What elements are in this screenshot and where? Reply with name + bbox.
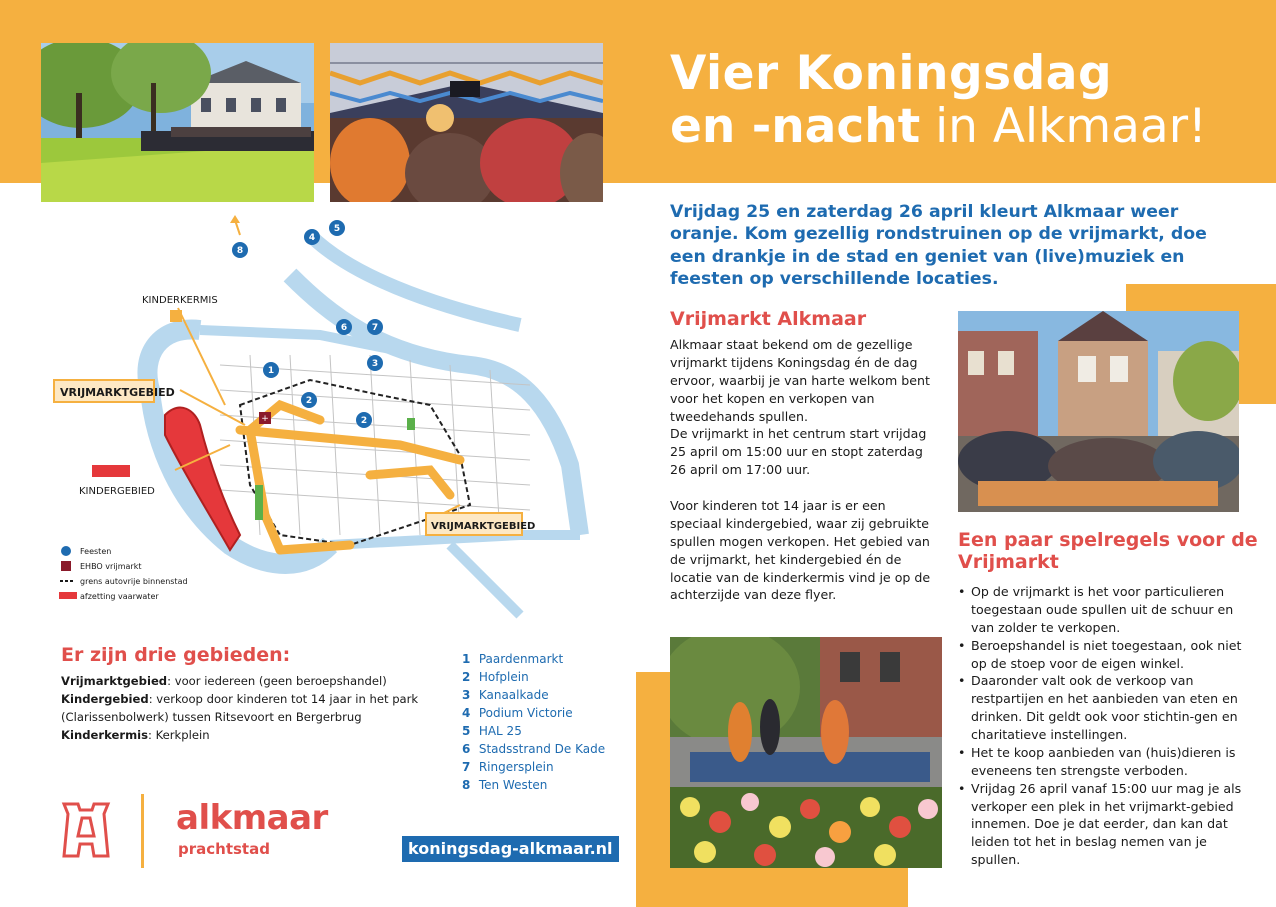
- area-item: [61, 673, 431, 691]
- photo-street-market: [958, 311, 1239, 512]
- location-item: [462, 740, 605, 758]
- areas-list: [61, 673, 431, 745]
- title-line-2-rest: in Alkmaar!: [920, 98, 1207, 154]
- location-number: 2: [462, 670, 471, 684]
- location-number: 1: [462, 652, 471, 666]
- logo-wordmark: alkmaar: [176, 798, 328, 838]
- alkmaar-logo-icon: [60, 800, 112, 860]
- area-text: : Kerkplein: [148, 727, 210, 742]
- map-label-kinderkermis: KINDERKERMIS: [142, 295, 218, 306]
- location-item: [462, 668, 605, 686]
- title-line-2-bold: en -nacht: [670, 98, 921, 154]
- location-name: Paardenmarkt: [478, 652, 564, 666]
- map-marker: 8: [236, 246, 244, 256]
- vrijmarkt-paragraph-3: Voor kinderen tot 14 jaar is er een speciaal kindergebied, waar zij gebruikte spullen mogen verkopen. Het gebied van de vrijmarkt, het kindergebied én de locatie van de kinderkermis vind je op de achterzijde van deze flyer.: [670, 498, 931, 603]
- rule-item: • Op de vrijmarkt is het voor particulieren toegestaan oude spullen uit de schuur en van zolder te verkopen.: [958, 583, 1248, 637]
- location-item: [462, 704, 605, 722]
- area-item: [61, 727, 431, 745]
- logo-tagline: prachtstad: [178, 840, 270, 858]
- location-number: 5: [462, 724, 471, 738]
- map-label-vrijmarkt-left: VRIJMARKTGEBIED: [60, 386, 175, 399]
- page-title: [670, 48, 1270, 153]
- map-marker: 5: [333, 224, 341, 234]
- map-label-vrijmarkt-right: VRIJMARKTGEBIED: [431, 521, 536, 532]
- rules-heading: Een paar spelregels voor de Vrijmarkt: [958, 529, 1258, 573]
- area-name: Vrijmarktgebied: [61, 674, 168, 688]
- location-number: 6: [462, 742, 471, 756]
- rule-item: • Beroepshandel is niet toegestaan, ook niet op de stoep voor de eigen winkel.: [958, 637, 1248, 673]
- map-marker: 3: [371, 359, 379, 369]
- area-text: : verkoop door kinderen tot 14 jaar in het park (Clarissenbolwerk) tussen Ritsevoort en Bergerbrug: [61, 691, 419, 724]
- area-name: Kindergebied: [61, 691, 149, 706]
- rule-item: • Het te koop aanbieden van (huis)dieren is eveneens ten strengste verboden.: [958, 744, 1248, 780]
- title-line-2: [670, 98, 1270, 154]
- location-name: Ringersplein: [478, 760, 554, 774]
- svg-text:+: +: [261, 414, 269, 424]
- location-name: Kanaalkade: [478, 688, 549, 702]
- website-link[interactable]: koningsdag-alkmaar.nl: [402, 836, 619, 862]
- location-item: [462, 776, 605, 794]
- map-marker: 1: [267, 366, 275, 376]
- location-number: 4: [462, 706, 471, 720]
- map-marker: 2: [305, 396, 313, 406]
- area-name: Kinderkermis: [61, 727, 149, 742]
- rules-list: [958, 583, 1248, 869]
- legend-feesten: Feesten: [80, 547, 112, 556]
- area-item: [61, 691, 431, 727]
- location-number: 3: [462, 688, 471, 702]
- photo-park-crowd: [41, 43, 314, 202]
- locations-list: [462, 650, 605, 794]
- map-marker: 7: [371, 323, 379, 333]
- city-map: [50, 215, 615, 640]
- map-marker: 6: [340, 323, 348, 333]
- vrijmarkt-paragraph-2: De vrijmarkt in het centrum start vrijdag 25 april om 15:00 uur en stopt zaterdag 26 april om 17:00 uur.: [670, 426, 927, 478]
- vrijmarkt-heading: Vrijmarkt Alkmaar: [670, 308, 867, 330]
- map-marker: 2: [360, 416, 368, 426]
- area-text: : voor iedereen (geen beroepshandel): [167, 674, 387, 688]
- location-name: Podium Victorie: [478, 706, 573, 720]
- legend-grens: grens autovrije binnenstad: [80, 577, 188, 586]
- location-name: Ten Westen: [478, 778, 548, 792]
- legend-ehbo: EHBO vrijmarkt: [80, 562, 142, 571]
- photo-party-tent: [330, 43, 603, 202]
- location-number: 8: [462, 778, 471, 792]
- vrijmarkt-paragraph-1: Alkmaar staat bekend om de gezellige vrijmarkt tijdens Koningsdag én de dag ervoor, waarbij je van harte welkom bent voor het kopen en verkopen van tweedehands spullen.: [670, 337, 930, 424]
- map-marker: 4: [308, 233, 316, 243]
- location-number: 7: [462, 760, 471, 774]
- location-item: [462, 722, 605, 740]
- location-name: Stadsstrand De Kade: [478, 742, 606, 756]
- location-item: [462, 758, 605, 776]
- location-item: [462, 650, 605, 668]
- location-item: [462, 686, 605, 704]
- vrijmarkt-body: [670, 336, 940, 622]
- map-label-kindergebied: KINDERGEBIED: [79, 486, 155, 497]
- location-name: HAL 25: [478, 724, 522, 738]
- photo-tulips-children: [670, 637, 942, 868]
- rule-item: • Daaronder valt ook de verkoop van restpartijen en het aanbieden van eten en drinken. Dit geldt ook voor stichtin-gen en charitatieve instellingen.: [958, 672, 1248, 744]
- location-name: Hofplein: [478, 670, 529, 684]
- areas-heading: Er zijn drie gebieden:: [61, 644, 291, 666]
- title-line-1: Vier Koningsdag: [670, 46, 1113, 101]
- legend-afzetting: afzetting vaarwater: [80, 592, 159, 601]
- logo-divider: [141, 794, 144, 868]
- rule-item: • Vrijdag 26 april vanaf 15:00 uur mag je als verkoper een plek in het vrijmarkt-gebied innemen. Doe je dat eerder, dan kan dat leiden tot het in beslag nemen van je spullen.: [958, 780, 1248, 869]
- intro-text: Vrijdag 25 en zaterdag 26 april kleurt Alkmaar weer oranje. Kom gezellig rondstruinen op de vrijmarkt, doe een drankje in de stad en geniet van (live)muziek en feesten op verschillende locaties.: [670, 202, 1207, 290]
